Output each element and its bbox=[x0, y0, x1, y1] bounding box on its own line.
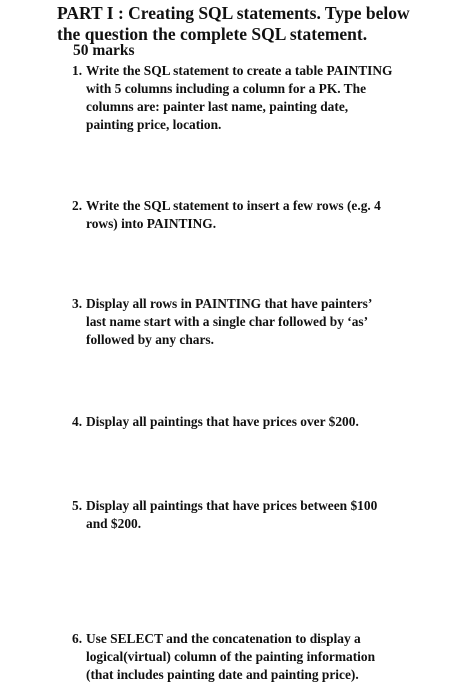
question-6 bbox=[72, 630, 462, 684]
question-text-line: Use SELECT and the concatenation to display a bbox=[86, 631, 361, 646]
question-text-line: Write the SQL statement to create a table PAINTING bbox=[86, 63, 393, 78]
question-5 bbox=[72, 497, 462, 533]
question-text-line: rows) into PAINTING. bbox=[86, 216, 217, 231]
question-text-line: Display all paintings that have prices between $100 bbox=[86, 498, 378, 513]
question-3 bbox=[72, 295, 462, 349]
question-text-line: last name start with a single char followed by ‘as’ bbox=[86, 314, 369, 329]
question-text-line: followed by any chars. bbox=[86, 332, 214, 347]
title-line-2: the question the complete SQL statement. bbox=[57, 24, 368, 44]
question-text-line: and $200. bbox=[86, 516, 142, 531]
question-text-line: painting price, location. bbox=[86, 117, 222, 132]
question-number: 3. bbox=[72, 296, 83, 311]
question-2 bbox=[72, 197, 462, 233]
question-1 bbox=[72, 62, 462, 134]
question-text-line: columns are: painter last name, painting date, bbox=[86, 99, 349, 114]
question-number: 2. bbox=[72, 198, 83, 213]
question-number: 1. bbox=[72, 63, 83, 78]
question-text-line: (that includes painting date and painting price). bbox=[86, 667, 359, 682]
title-line-1: PART I : Creating SQL statements. Type below bbox=[57, 3, 410, 23]
question-number: 6. bbox=[72, 631, 83, 646]
question-text-line: Write the SQL statement to insert a few rows (e.g. 4 bbox=[86, 198, 381, 213]
question-text-line: Display all rows in PAINTING that have painters’ bbox=[86, 296, 373, 311]
page-title bbox=[57, 3, 457, 45]
question-number: 4. bbox=[72, 414, 83, 429]
question-text-line: logical(virtual) column of the painting information bbox=[86, 649, 376, 664]
question-number: 5. bbox=[72, 498, 83, 513]
question-text-line: with 5 columns including a column for a PK. The bbox=[86, 81, 367, 96]
question-4 bbox=[72, 413, 462, 431]
marks-label: 50 marks bbox=[73, 42, 135, 59]
question-text-line: Display all paintings that have prices over $200. bbox=[86, 414, 359, 429]
